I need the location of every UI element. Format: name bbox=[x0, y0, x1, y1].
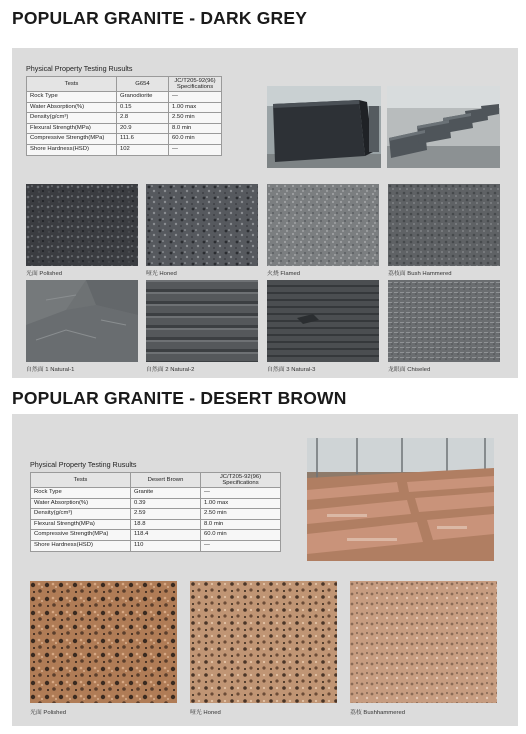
cell-spec: — bbox=[201, 488, 281, 499]
caption-polished: 光面 Polished bbox=[26, 271, 63, 277]
cell-spec: 60.0 min bbox=[201, 530, 281, 541]
header-standard-spec: Specifications bbox=[222, 480, 259, 486]
cell-test: Flexural Strength(MPa) bbox=[27, 123, 117, 134]
cell-spec: 60.0 min bbox=[169, 134, 222, 145]
table-row bbox=[27, 144, 222, 155]
swatch-natural-3 bbox=[267, 280, 379, 362]
table-title: Physical Property Testing Rusults bbox=[26, 64, 133, 73]
dark-grey-property-table-block bbox=[26, 64, 222, 156]
cell-value: 0.39 bbox=[131, 498, 201, 509]
caption-desert-honed: 哑光 Honed bbox=[190, 710, 221, 716]
swatch-chiseled bbox=[388, 280, 500, 362]
cell-value: 111.6 bbox=[117, 134, 169, 145]
caption-bush-hammered: 荔枝面 Bush Hammered bbox=[388, 271, 452, 277]
swatch-desert-honed bbox=[190, 581, 337, 703]
table-row bbox=[31, 498, 281, 509]
cell-value: 2.8 bbox=[117, 113, 169, 124]
cell-test: Shore Hardness(HSD) bbox=[27, 144, 117, 155]
cell-test: Flexural Strength(MPa) bbox=[31, 519, 131, 530]
table-title: Physical Property Testing Rusults bbox=[30, 460, 137, 469]
swatch-bush-hammered bbox=[388, 184, 500, 266]
cell-value: Granodiorite bbox=[117, 92, 169, 103]
header-standard-spec: Specifications bbox=[176, 84, 214, 90]
cell-test: Water Absorption(%) bbox=[31, 498, 131, 509]
slab-yard-photo bbox=[267, 86, 381, 168]
cell-test: Compressive Strength(MPa) bbox=[27, 134, 117, 145]
section-heading-dark-grey: POPULAR GRANITE - DARK GREY bbox=[12, 8, 308, 28]
cell-value: 110 bbox=[131, 540, 201, 551]
swatch-natural-1 bbox=[26, 280, 138, 362]
caption-natural-2: 自然面 2 Natural-2 bbox=[146, 367, 195, 373]
header-stone: Desert Brown bbox=[131, 473, 201, 488]
property-table bbox=[26, 76, 222, 156]
cell-spec: 8.0 min bbox=[201, 519, 281, 530]
section-heading-desert-brown: POPULAR GRANITE - DESERT BROWN bbox=[12, 388, 347, 408]
caption-natural-3: 自然面 3 Natural-3 bbox=[267, 367, 316, 373]
desert-brown-panel bbox=[12, 414, 518, 726]
cell-spec: — bbox=[169, 144, 222, 155]
table-row bbox=[31, 540, 281, 551]
cell-value: 2.59 bbox=[131, 509, 201, 520]
table-row bbox=[31, 519, 281, 530]
blocks-warehouse-photo bbox=[387, 86, 500, 168]
cell-test: Density(g/cm³) bbox=[31, 509, 131, 520]
cell-value: 102 bbox=[117, 144, 169, 155]
caption-desert-bushhammered: 荔枝 Bushhammered bbox=[350, 710, 406, 716]
cell-spec: — bbox=[201, 540, 281, 551]
factory-slabs-photo bbox=[307, 438, 494, 561]
caption-natural-1: 自然面 1 Natural-1 bbox=[26, 367, 75, 373]
cell-value: 118.4 bbox=[131, 530, 201, 541]
dark-grey-panel bbox=[12, 48, 518, 378]
property-table bbox=[30, 472, 281, 552]
table-row bbox=[31, 530, 281, 541]
cell-spec: 8.0 min bbox=[169, 123, 222, 134]
cell-test: Density(g/cm³) bbox=[27, 113, 117, 124]
table-row bbox=[31, 488, 281, 499]
cell-value: 18.8 bbox=[131, 519, 201, 530]
cell-test: Rock Type bbox=[27, 92, 117, 103]
cell-value: 20.9 bbox=[117, 123, 169, 134]
table-row bbox=[27, 134, 222, 145]
cell-test: Water Absorption(%) bbox=[27, 102, 117, 113]
header-standard bbox=[169, 77, 222, 92]
cell-test: Compressive Strength(MPa) bbox=[31, 530, 131, 541]
header-standard-code: JC/T205-92(96) bbox=[219, 473, 262, 480]
cell-spec: 1.00 max bbox=[169, 102, 222, 113]
table-row bbox=[27, 102, 222, 113]
caption-flamed: 火烧 Flamed bbox=[267, 271, 301, 277]
swatch-natural-2 bbox=[146, 280, 258, 362]
caption-chiseled: 龙眼面 Chiseled bbox=[388, 367, 431, 373]
header-standard bbox=[201, 473, 281, 488]
header-stone: G654 bbox=[117, 77, 169, 92]
desert-brown-property-table-block bbox=[30, 460, 281, 552]
table-row bbox=[31, 509, 281, 520]
caption-desert-polished: 光面 Polished bbox=[30, 710, 67, 716]
cell-test: Rock Type bbox=[31, 488, 131, 499]
swatch-honed bbox=[146, 184, 258, 266]
cell-spec: 2.50 min bbox=[169, 113, 222, 124]
table-header-row bbox=[27, 77, 222, 92]
caption-honed: 哑光 Honed bbox=[146, 271, 177, 277]
table-header-row bbox=[31, 473, 281, 488]
cell-spec: 2.50 min bbox=[201, 509, 281, 520]
table-row bbox=[27, 92, 222, 103]
swatch-polished bbox=[26, 184, 138, 266]
header-tests: Tests bbox=[27, 77, 117, 92]
table-row bbox=[27, 123, 222, 134]
header-standard-code: JC/T205-92(96) bbox=[174, 77, 216, 84]
swatch-flamed bbox=[267, 184, 379, 266]
cell-test: Shore Hardness(HSD) bbox=[31, 540, 131, 551]
cell-value: 0.15 bbox=[117, 102, 169, 113]
cell-spec: — bbox=[169, 92, 222, 103]
header-tests: Tests bbox=[31, 473, 131, 488]
cell-value: Granite bbox=[131, 488, 201, 499]
swatch-desert-polished bbox=[30, 581, 177, 703]
cell-spec: 1.00 max bbox=[201, 498, 281, 509]
table-row bbox=[27, 113, 222, 124]
swatch-desert-bushhammered bbox=[350, 581, 497, 703]
